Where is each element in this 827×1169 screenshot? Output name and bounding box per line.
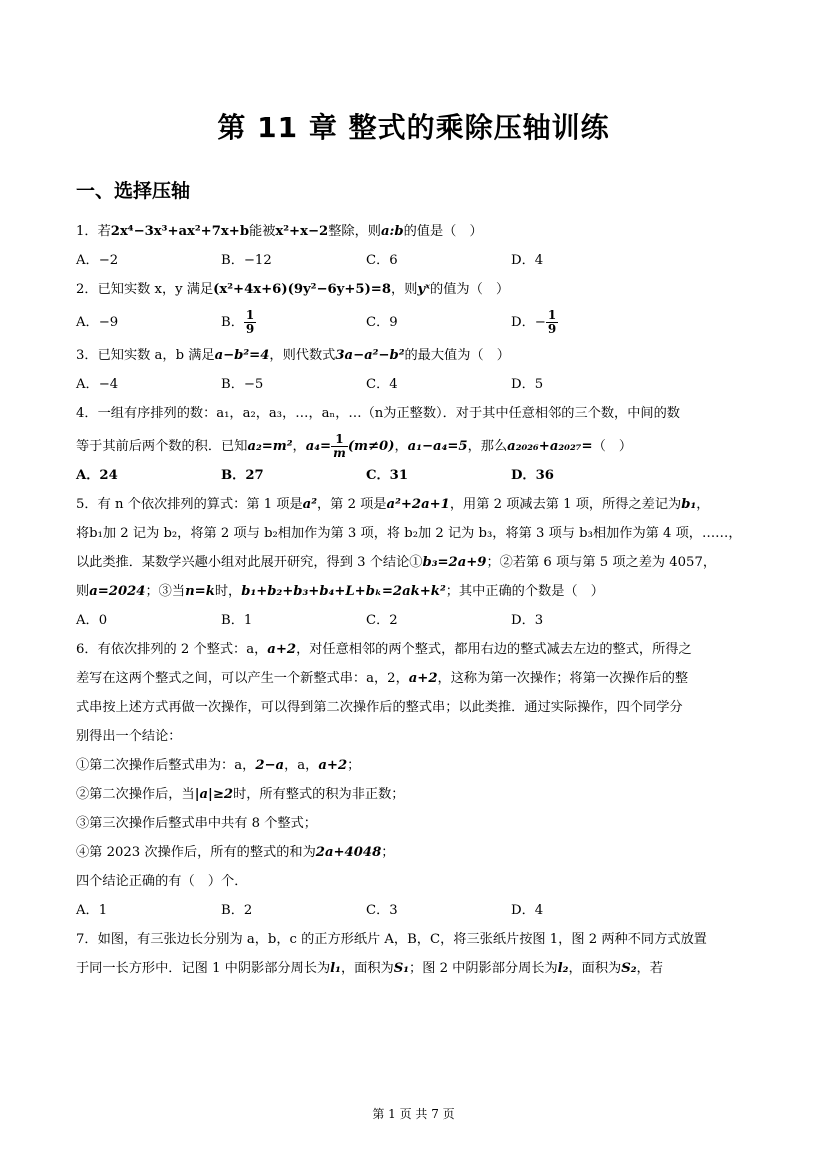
question-5-options (76, 611, 776, 631)
option-b[interactable]: B．2 (221, 903, 253, 918)
option-c[interactable]: C．9 (366, 315, 398, 330)
option-d[interactable]: D．4 (511, 903, 544, 918)
question-7-line-1: 7．如图，有三张边长分别为 a，b，c 的正方形纸片 A，B，C，将三张纸片按图 1，图 2 两种不同方式放置 (76, 932, 707, 947)
question-2-stem: 2．已知实数 x，y 满足(x²+4x+6)(9y²−6y+5)=8，则yˣ的值为（ ） (76, 282, 510, 297)
question-4-line-2: 等于其前后两个数的积．已知a₂=m²，a₄= $\frac{1}{m}$ (m≠0)，a₁−a₄=5，那么a₂₀₂₆+a₂₀₂₇=（ ） (76, 432, 633, 460)
conclusion-3: ③第三次操作后整式串中共有 8 个整式； (76, 816, 317, 831)
question-6-line-2: 差写在这两个整式之间，可以产生一个新整式串：a，2，a+2，这称为第一次操作；将第一次操作后的整 (76, 671, 689, 686)
question-3-options (76, 375, 776, 395)
question-5-line-1: 5．有 n 个依次排列的算式：第 1 项是a²，第 2 项是a²+2a+1，用第 2 项减去第 1 项，所得之差记为b₁， (76, 497, 710, 512)
option-d[interactable]: D．3 (511, 613, 544, 628)
question-5-line-3: 以此类推．某数学兴趣小组对此展开研究，得到 3 个结论①b₃=2a+9；②若第 6 项与第 5 项之差为 4057， (76, 555, 717, 570)
option-c[interactable]: C．3 (366, 903, 398, 918)
option-d[interactable]: D．5 (511, 377, 544, 392)
conclusion-2: ②第二次操作后，当|a|≥2时，所有整式的积为非正数； (76, 787, 405, 802)
option-a[interactable]: A．0 (76, 613, 108, 628)
question-7-line-2: 于同一长方形中．记图 1 中阴影部分周长为l₁，面积为S₁；图 2 中阴影部分周长为l₂，面积为S₂，若 (76, 961, 663, 976)
question-6-line-4: 别得出一个结论： (76, 729, 182, 744)
option-a[interactable]: A．24 (76, 468, 118, 483)
option-b[interactable]: B．27 (221, 468, 264, 483)
option-d[interactable]: D．36 (511, 468, 554, 483)
option-c[interactable]: C．31 (366, 468, 409, 483)
question-5-line-2: 将b₁加 2 记为 b₂，将第 2 项与 b₂相加作为第 3 项，将 b₂加 2 记为 b₃，将第 3 项与 b₃相加作为第 4 项，……， (76, 526, 742, 541)
question-6-line-3: 式串按上述方式再做一次操作，可以得到第二次操作后的整式串；以此类推．通过实际操作，四个同学分 (76, 700, 683, 715)
option-c[interactable]: C．2 (366, 613, 398, 628)
option-a[interactable]: A．1 (76, 903, 108, 918)
option-b[interactable]: B．1 (221, 613, 253, 628)
option-c[interactable]: C．6 (366, 253, 398, 268)
option-c[interactable]: C．4 (366, 377, 398, 392)
option-b[interactable]: B． $\frac{1}{9}$ (221, 308, 255, 336)
option-b[interactable]: B．−12 (221, 253, 272, 268)
question-1-options (76, 251, 776, 271)
question-5-line-4: 则a=2024；③当n=k时，b₁+b₂+b₃+b₄+L+bₖ=2ak+k²；其中正确的个数是（ ） (76, 584, 604, 599)
question-2-options (76, 309, 776, 337)
option-b[interactable]: B．−5 (221, 377, 264, 392)
fraction-one-ninth: $\frac{1}{9}$ (245, 308, 255, 336)
page-footer: 第 1 页 共 7 页 (372, 1107, 455, 1121)
option-a[interactable]: A．−2 (76, 253, 119, 268)
question-6-options (76, 901, 776, 921)
question-list (76, 222, 776, 988)
option-d[interactable]: D．4 (511, 253, 544, 268)
question-6-tail: 四个结论正确的有（ ）个． (76, 874, 248, 889)
question-6-line-1: 6．有依次排列的 2 个整式：a，a+2，对任意相邻的两个整式，都用右边的整式减去左边的整式，所得之 (76, 642, 692, 657)
option-a[interactable]: A．−9 (76, 315, 119, 330)
conclusion-1: ①第二次操作后整式串为：a，2−a，a，a+2； (76, 758, 361, 773)
option-d[interactable]: D．− $\frac{1}{9}$ (511, 308, 557, 336)
fraction-one-ninth: $\frac{1}{9}$ (547, 308, 557, 336)
question-1-stem: 1．若2x⁴−3x³+ax²+7x+b能被x²+x−2整除，则a:b的值是（ ） (76, 224, 483, 239)
question-4-options (76, 466, 776, 486)
question-4-line-1: 4．一组有序排列的数：a₁，a₂，a₃，…，aₙ，…（n为正整数）．对于其中任意相邻的三个数，中间的数 (76, 406, 680, 421)
page-title: 第 11 章 整式的乘除压轴训练 (217, 111, 610, 144)
conclusion-4: ④第 2023 次操作后，所有的整式的和为2a+4048； (76, 845, 395, 860)
section-heading: 一、选择压轴 (76, 180, 191, 202)
question-3-stem: 3．已知实数 a，b 满足a−b²=4，则代数式3a−a²−b²的最大值为（ ） (76, 348, 510, 363)
option-a[interactable]: A．−4 (76, 377, 119, 392)
fraction-one-over-m: $\frac{1}{m}$ (333, 432, 346, 460)
